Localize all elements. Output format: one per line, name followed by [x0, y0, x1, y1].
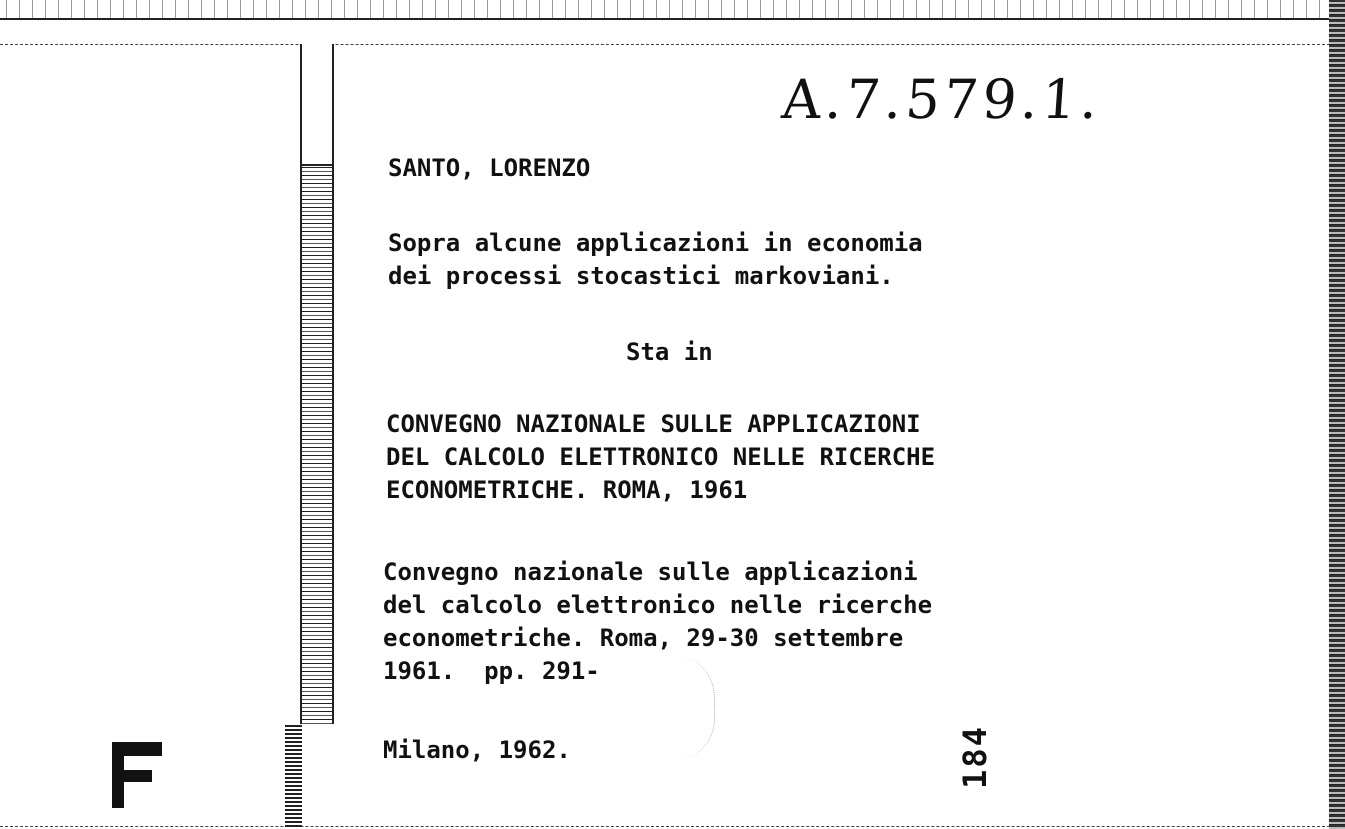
conf-line: 1961. pp. 291- — [383, 657, 600, 685]
left-strip-lower — [285, 725, 302, 829]
series-line: DEL CALCOLO ELETTRONICO NELLE RICERCHE — [386, 443, 936, 471]
vertical-number: 184 — [956, 725, 994, 789]
conf-line: del calcolo elettronico nelle ricerche — [383, 591, 933, 619]
article-title — [388, 227, 923, 293]
handwritten-shelfmark: A.7.579.1. — [779, 68, 1104, 131]
top-border — [0, 0, 1329, 20]
dashed-rule-bottom — [0, 826, 1345, 827]
series-line: CONVEGNO NAZIONALE SULLE APPLICAZIONI — [386, 410, 921, 438]
sta-in-label: Sta in — [626, 338, 713, 366]
left-binding-strip — [300, 44, 334, 724]
author-heading: SANTO, LORENZO — [388, 154, 591, 182]
f-mark-icon — [112, 742, 162, 808]
right-edge — [1329, 0, 1345, 829]
series-heading — [386, 408, 935, 507]
series-line: ECONOMETRICHE. ROMA, 1961 — [386, 476, 748, 504]
dashed-rule — [0, 44, 1345, 45]
title-line: dei processi stocastici markoviani. — [388, 262, 894, 290]
conf-line: econometriche. Roma, 29-30 settembre — [383, 624, 904, 652]
title-line: Sopra alcune applicazioni in economia — [388, 229, 923, 257]
imprint: Milano, 1962. — [383, 736, 571, 764]
conference-description — [383, 556, 932, 688]
conf-line: Convegno nazionale sulle applicazioni — [383, 558, 918, 586]
